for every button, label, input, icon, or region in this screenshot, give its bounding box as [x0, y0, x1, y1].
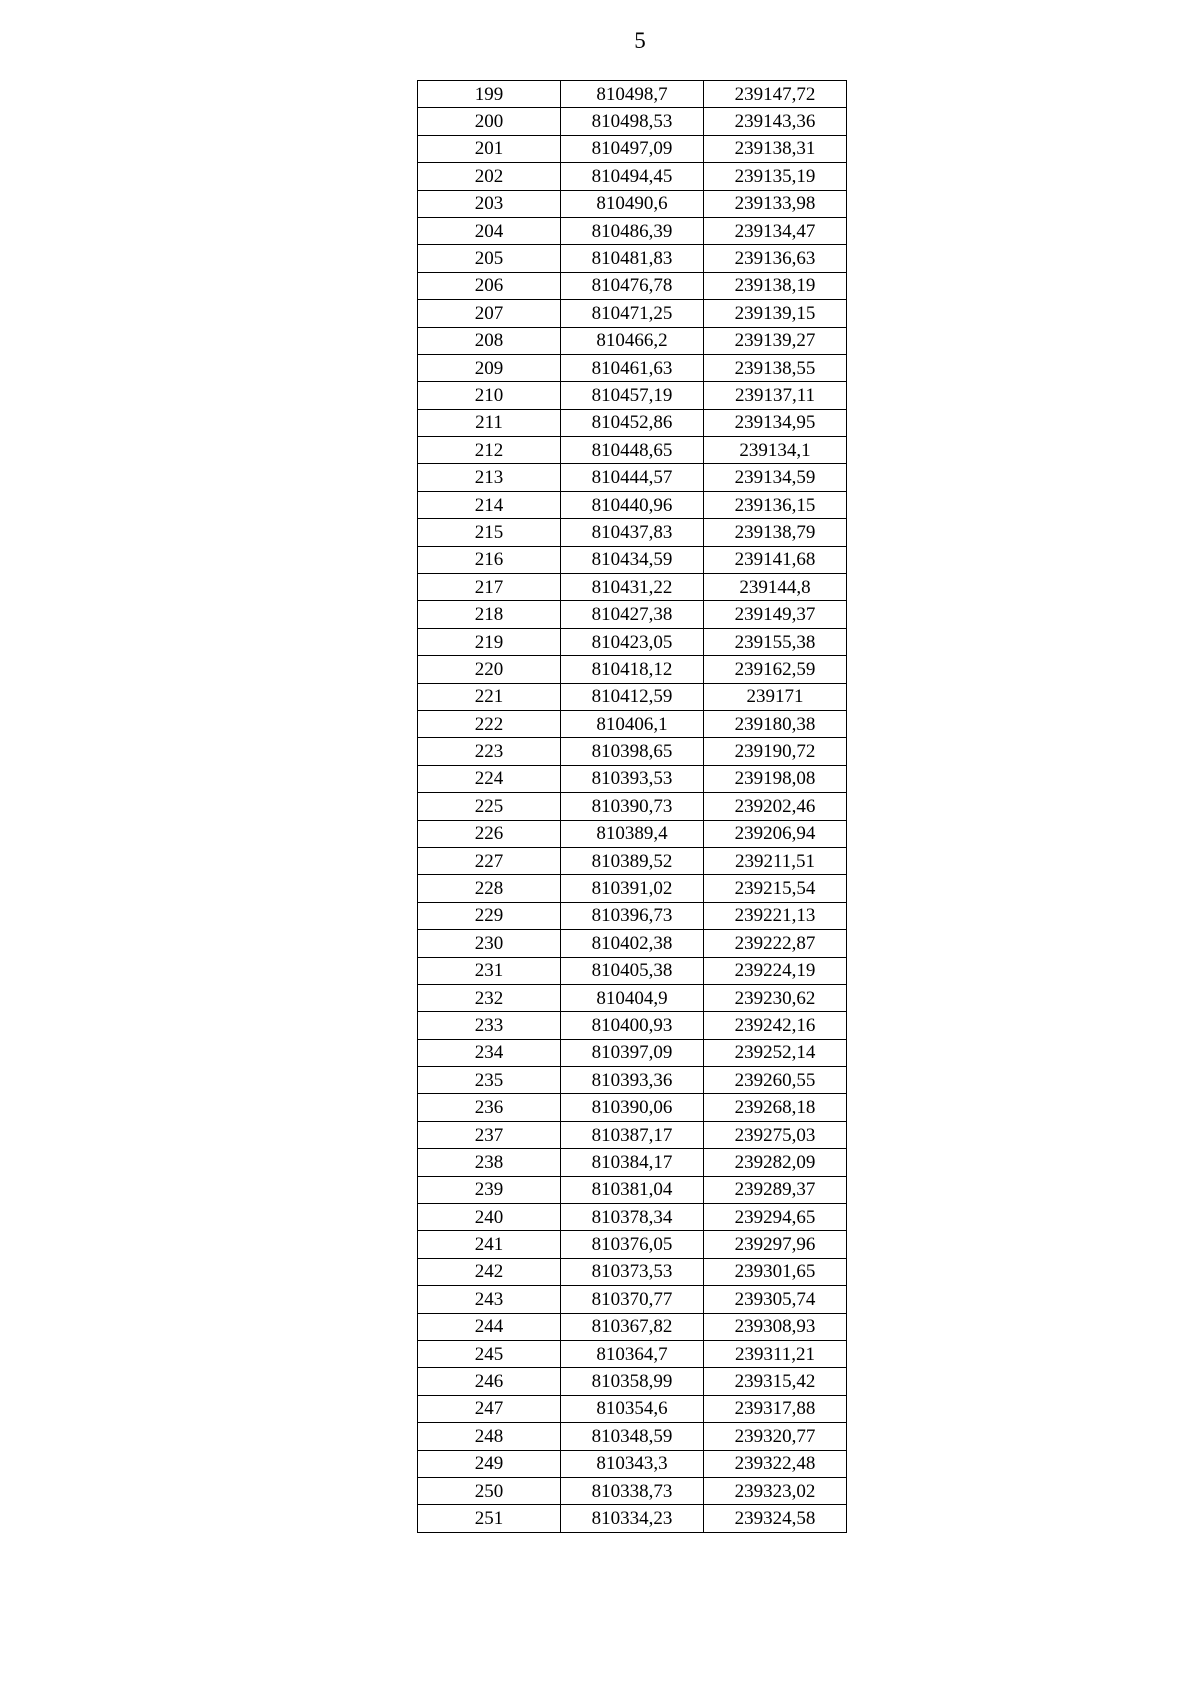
y-coordinate-cell: 239324,58: [704, 1505, 847, 1532]
point-number-cell: 222: [418, 710, 561, 737]
page-number: 5: [634, 28, 646, 53]
y-coordinate-cell: 239134,47: [704, 217, 847, 244]
table-row: [418, 1450, 847, 1477]
y-coordinate-cell: 239134,59: [704, 464, 847, 491]
point-number-cell: 207: [418, 300, 561, 327]
x-coordinate-cell: 810389,4: [561, 820, 704, 847]
point-number-cell: 224: [418, 765, 561, 792]
point-number-cell: 212: [418, 437, 561, 464]
table-row: [418, 272, 847, 299]
point-number-cell: 234: [418, 1039, 561, 1066]
point-number-cell: 205: [418, 245, 561, 272]
x-coordinate-cell: 810390,73: [561, 793, 704, 820]
x-coordinate-cell: 810334,23: [561, 1505, 704, 1532]
table-row: [418, 793, 847, 820]
point-number-cell: 221: [418, 683, 561, 710]
table-row: [418, 1204, 847, 1231]
x-coordinate-cell: 810381,04: [561, 1176, 704, 1203]
x-coordinate-cell: 810396,73: [561, 902, 704, 929]
y-coordinate-cell: 239139,27: [704, 327, 847, 354]
point-number-cell: 250: [418, 1477, 561, 1504]
table-row: [418, 710, 847, 737]
table-row: [418, 1176, 847, 1203]
y-coordinate-cell: 239136,15: [704, 491, 847, 518]
point-number-cell: 208: [418, 327, 561, 354]
table-row: [418, 656, 847, 683]
coordinates-table: [417, 80, 847, 1533]
point-number-cell: 223: [418, 738, 561, 765]
y-coordinate-cell: 239268,18: [704, 1094, 847, 1121]
point-number-cell: 214: [418, 491, 561, 518]
x-coordinate-cell: 810452,86: [561, 409, 704, 436]
x-coordinate-cell: 810481,83: [561, 245, 704, 272]
y-coordinate-cell: 239202,46: [704, 793, 847, 820]
table-row: [418, 1012, 847, 1039]
table-row: [418, 1313, 847, 1340]
table-row: [418, 300, 847, 327]
x-coordinate-cell: 810393,36: [561, 1067, 704, 1094]
point-number-cell: 211: [418, 409, 561, 436]
point-number-cell: 238: [418, 1149, 561, 1176]
y-coordinate-cell: 239134,95: [704, 409, 847, 436]
y-coordinate-cell: 239137,11: [704, 382, 847, 409]
coordinates-table-body: [418, 81, 847, 1533]
table-row: [418, 108, 847, 135]
x-coordinate-cell: 810404,9: [561, 984, 704, 1011]
y-coordinate-cell: 239224,19: [704, 957, 847, 984]
table-row: [418, 1368, 847, 1395]
y-coordinate-cell: 239139,15: [704, 300, 847, 327]
table-row: [418, 546, 847, 573]
y-coordinate-cell: 239305,74: [704, 1286, 847, 1313]
point-number-cell: 248: [418, 1423, 561, 1450]
y-coordinate-cell: 239134,1: [704, 437, 847, 464]
y-coordinate-cell: 239252,14: [704, 1039, 847, 1066]
y-coordinate-cell: 239155,38: [704, 628, 847, 655]
y-coordinate-cell: 239138,55: [704, 354, 847, 381]
point-number-cell: 235: [418, 1067, 561, 1094]
x-coordinate-cell: 810412,59: [561, 683, 704, 710]
x-coordinate-cell: 810497,09: [561, 135, 704, 162]
y-coordinate-cell: 239289,37: [704, 1176, 847, 1203]
x-coordinate-cell: 810405,38: [561, 957, 704, 984]
y-coordinate-cell: 239144,8: [704, 574, 847, 601]
x-coordinate-cell: 810406,1: [561, 710, 704, 737]
x-coordinate-cell: 810418,12: [561, 656, 704, 683]
point-number-cell: 231: [418, 957, 561, 984]
point-number-cell: 199: [418, 81, 561, 108]
x-coordinate-cell: 810498,53: [561, 108, 704, 135]
table-row: [418, 1395, 847, 1422]
point-number-cell: 229: [418, 902, 561, 929]
x-coordinate-cell: 810494,45: [561, 163, 704, 190]
x-coordinate-cell: 810397,09: [561, 1039, 704, 1066]
x-coordinate-cell: 810448,65: [561, 437, 704, 464]
y-coordinate-cell: 239206,94: [704, 820, 847, 847]
table-row: [418, 683, 847, 710]
y-coordinate-cell: 239215,54: [704, 875, 847, 902]
y-coordinate-cell: 239320,77: [704, 1423, 847, 1450]
x-coordinate-cell: 810364,7: [561, 1340, 704, 1367]
point-number-cell: 233: [418, 1012, 561, 1039]
x-coordinate-cell: 810402,38: [561, 930, 704, 957]
y-coordinate-cell: 239301,65: [704, 1258, 847, 1285]
point-number-cell: 227: [418, 847, 561, 874]
point-number-cell: 218: [418, 601, 561, 628]
table-row: [418, 902, 847, 929]
x-coordinate-cell: 810343,3: [561, 1450, 704, 1477]
point-number-cell: 226: [418, 820, 561, 847]
point-number-cell: 242: [418, 1258, 561, 1285]
y-coordinate-cell: 239198,08: [704, 765, 847, 792]
point-number-cell: 204: [418, 217, 561, 244]
table-row: [418, 464, 847, 491]
x-coordinate-cell: 810389,52: [561, 847, 704, 874]
table-row: [418, 1094, 847, 1121]
y-coordinate-cell: 239315,42: [704, 1368, 847, 1395]
table-row: [418, 1149, 847, 1176]
point-number-cell: 230: [418, 930, 561, 957]
table-row: [418, 217, 847, 244]
table-row: [418, 1067, 847, 1094]
table-row: [418, 1340, 847, 1367]
point-number-cell: 249: [418, 1450, 561, 1477]
y-coordinate-cell: 239133,98: [704, 190, 847, 217]
x-coordinate-cell: 810440,96: [561, 491, 704, 518]
table-row: [418, 574, 847, 601]
table-row: [418, 601, 847, 628]
table-row: [418, 354, 847, 381]
table-row: [418, 847, 847, 874]
y-coordinate-cell: 239171: [704, 683, 847, 710]
point-number-cell: 200: [418, 108, 561, 135]
table-row: [418, 327, 847, 354]
table-row: [418, 957, 847, 984]
point-number-cell: 201: [418, 135, 561, 162]
point-number-cell: 232: [418, 984, 561, 1011]
table-row: [418, 628, 847, 655]
x-coordinate-cell: 810498,7: [561, 81, 704, 108]
table-row: [418, 163, 847, 190]
x-coordinate-cell: 810373,53: [561, 1258, 704, 1285]
table-row: [418, 1231, 847, 1258]
table-row: [418, 190, 847, 217]
y-coordinate-cell: 239221,13: [704, 902, 847, 929]
point-number-cell: 239: [418, 1176, 561, 1203]
y-coordinate-cell: 239180,38: [704, 710, 847, 737]
x-coordinate-cell: 810338,73: [561, 1477, 704, 1504]
y-coordinate-cell: 239136,63: [704, 245, 847, 272]
x-coordinate-cell: 810391,02: [561, 875, 704, 902]
x-coordinate-cell: 810461,63: [561, 354, 704, 381]
x-coordinate-cell: 810378,34: [561, 1204, 704, 1231]
table-row: [418, 81, 847, 108]
y-coordinate-cell: 239222,87: [704, 930, 847, 957]
table-row: [418, 738, 847, 765]
table-row: [418, 820, 847, 847]
x-coordinate-cell: 810384,17: [561, 1149, 704, 1176]
y-coordinate-cell: 239141,68: [704, 546, 847, 573]
x-coordinate-cell: 810358,99: [561, 1368, 704, 1395]
table-row: [418, 1505, 847, 1532]
y-coordinate-cell: 239323,02: [704, 1477, 847, 1504]
table-row: [418, 984, 847, 1011]
table-row: [418, 1039, 847, 1066]
y-coordinate-cell: 239138,31: [704, 135, 847, 162]
y-coordinate-cell: 239282,09: [704, 1149, 847, 1176]
point-number-cell: 209: [418, 354, 561, 381]
y-coordinate-cell: 239308,93: [704, 1313, 847, 1340]
point-number-cell: 236: [418, 1094, 561, 1121]
y-coordinate-cell: 239149,37: [704, 601, 847, 628]
table-row: [418, 437, 847, 464]
point-number-cell: 203: [418, 190, 561, 217]
x-coordinate-cell: 810393,53: [561, 765, 704, 792]
y-coordinate-cell: 239230,62: [704, 984, 847, 1011]
point-number-cell: 215: [418, 519, 561, 546]
table-row: [418, 409, 847, 436]
y-coordinate-cell: 239138,19: [704, 272, 847, 299]
table-row: [418, 519, 847, 546]
point-number-cell: 246: [418, 1368, 561, 1395]
x-coordinate-cell: 810431,22: [561, 574, 704, 601]
x-coordinate-cell: 810427,38: [561, 601, 704, 628]
y-coordinate-cell: 239162,59: [704, 656, 847, 683]
y-coordinate-cell: 239211,51: [704, 847, 847, 874]
point-number-cell: 237: [418, 1121, 561, 1148]
point-number-cell: 202: [418, 163, 561, 190]
y-coordinate-cell: 239242,16: [704, 1012, 847, 1039]
x-coordinate-cell: 810434,59: [561, 546, 704, 573]
y-coordinate-cell: 239297,96: [704, 1231, 847, 1258]
table-row: [418, 245, 847, 272]
table-row: [418, 1477, 847, 1504]
table-row: [418, 875, 847, 902]
y-coordinate-cell: 239143,36: [704, 108, 847, 135]
x-coordinate-cell: 810476,78: [561, 272, 704, 299]
y-coordinate-cell: 239322,48: [704, 1450, 847, 1477]
point-number-cell: 213: [418, 464, 561, 491]
point-number-cell: 245: [418, 1340, 561, 1367]
x-coordinate-cell: 810370,77: [561, 1286, 704, 1313]
x-coordinate-cell: 810348,59: [561, 1423, 704, 1450]
y-coordinate-cell: 239311,21: [704, 1340, 847, 1367]
x-coordinate-cell: 810471,25: [561, 300, 704, 327]
x-coordinate-cell: 810437,83: [561, 519, 704, 546]
x-coordinate-cell: 810354,6: [561, 1395, 704, 1422]
x-coordinate-cell: 810423,05: [561, 628, 704, 655]
x-coordinate-cell: 810400,93: [561, 1012, 704, 1039]
table-row: [418, 382, 847, 409]
x-coordinate-cell: 810490,6: [561, 190, 704, 217]
x-coordinate-cell: 810486,39: [561, 217, 704, 244]
y-coordinate-cell: 239294,65: [704, 1204, 847, 1231]
x-coordinate-cell: 810376,05: [561, 1231, 704, 1258]
point-number-cell: 220: [418, 656, 561, 683]
point-number-cell: 240: [418, 1204, 561, 1231]
y-coordinate-cell: 239135,19: [704, 163, 847, 190]
x-coordinate-cell: 810387,17: [561, 1121, 704, 1148]
point-number-cell: 228: [418, 875, 561, 902]
point-number-cell: 225: [418, 793, 561, 820]
table-row: [418, 930, 847, 957]
point-number-cell: 206: [418, 272, 561, 299]
point-number-cell: 217: [418, 574, 561, 601]
table-row: [418, 1423, 847, 1450]
table-row: [418, 765, 847, 792]
point-number-cell: 244: [418, 1313, 561, 1340]
x-coordinate-cell: 810466,2: [561, 327, 704, 354]
table-row: [418, 491, 847, 518]
point-number-cell: 243: [418, 1286, 561, 1313]
y-coordinate-cell: 239147,72: [704, 81, 847, 108]
y-coordinate-cell: 239190,72: [704, 738, 847, 765]
y-coordinate-cell: 239260,55: [704, 1067, 847, 1094]
table-row: [418, 1258, 847, 1285]
point-number-cell: 210: [418, 382, 561, 409]
y-coordinate-cell: 239138,79: [704, 519, 847, 546]
table-row: [418, 1121, 847, 1148]
y-coordinate-cell: 239317,88: [704, 1395, 847, 1422]
x-coordinate-cell: 810390,06: [561, 1094, 704, 1121]
y-coordinate-cell: 239275,03: [704, 1121, 847, 1148]
table-row: [418, 135, 847, 162]
point-number-cell: 247: [418, 1395, 561, 1422]
x-coordinate-cell: 810367,82: [561, 1313, 704, 1340]
x-coordinate-cell: 810398,65: [561, 738, 704, 765]
x-coordinate-cell: 810457,19: [561, 382, 704, 409]
point-number-cell: 216: [418, 546, 561, 573]
point-number-cell: 241: [418, 1231, 561, 1258]
table-row: [418, 1286, 847, 1313]
point-number-cell: 251: [418, 1505, 561, 1532]
x-coordinate-cell: 810444,57: [561, 464, 704, 491]
point-number-cell: 219: [418, 628, 561, 655]
